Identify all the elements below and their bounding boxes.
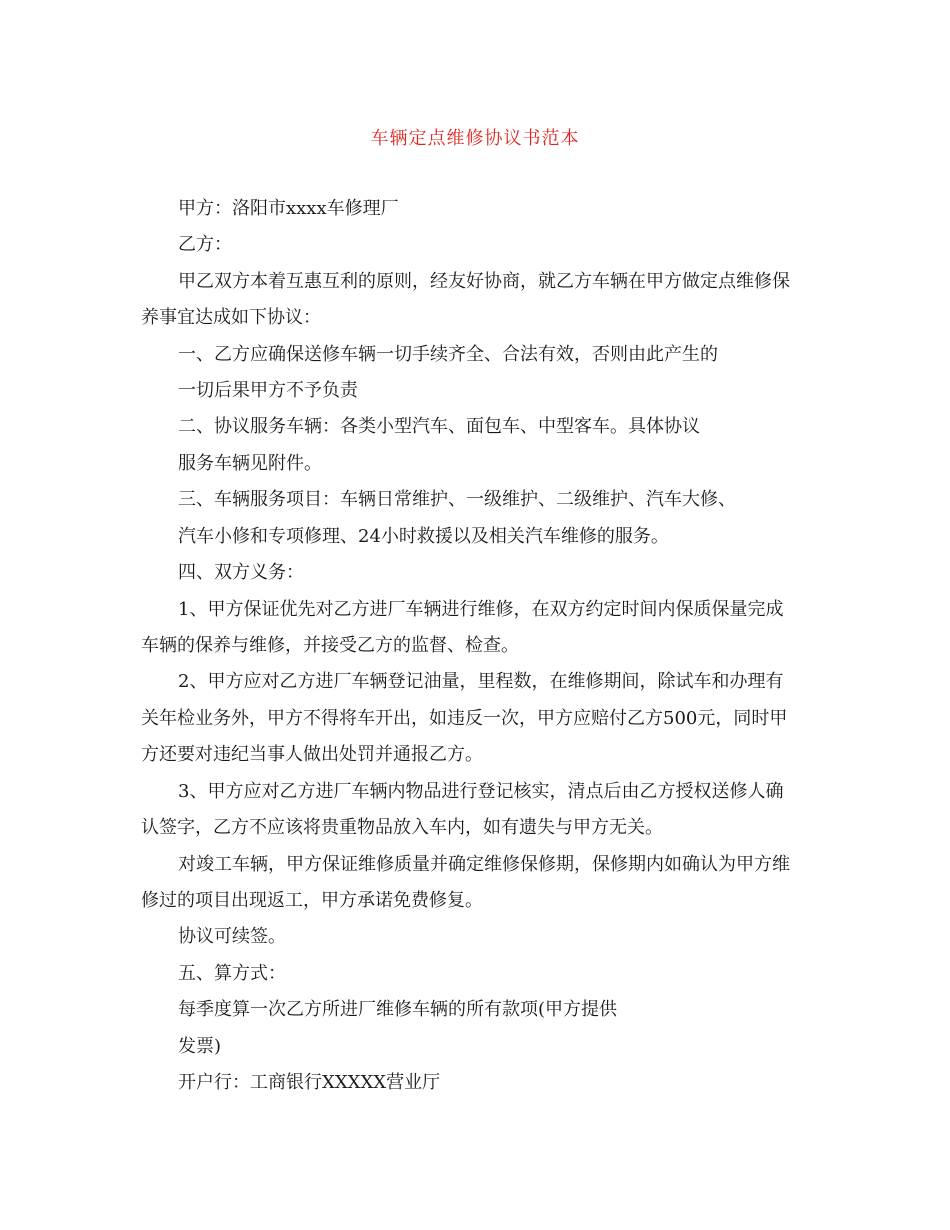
- document-title: 车辆定点维修协议书范本: [370, 128, 580, 149]
- clause-1-line: 一切后果甲方不予负责: [178, 380, 358, 401]
- settlement-line: 每季度算一次乙方所进厂维修车辆的所有款项(甲方提供: [178, 999, 618, 1020]
- clause-5-heading: 五、算方式：: [178, 963, 286, 984]
- clause-2-line: 二、协议服务车辆：各类小型汽车、面包车、中型客车。具体协议: [178, 416, 700, 437]
- clause-2-line: 服务车辆见附件。: [178, 453, 322, 474]
- clause-3-line: 三、车辆服务项目：车辆日常维护、一级维护、二级维护、汽车大修、: [178, 489, 736, 510]
- obligation-2-line: 2、甲方应对乙方进厂车辆登记油量，里程数，在维修期间，除试车和办理有: [178, 671, 784, 692]
- settlement-line: 发票): [178, 1036, 222, 1057]
- party-b-line: 乙方：: [178, 234, 232, 255]
- clause-4-heading: 四、双方义务：: [178, 562, 304, 583]
- clause-1-line: 一、乙方应确保送修车辆一切手续齐全、合法有效，否则由此产生的: [178, 344, 718, 365]
- warranty-line: 修过的项目出现返工，甲方承诺免费修复。: [141, 890, 483, 911]
- obligation-2-line: 关年检业务外，甲方不得将车开出，如违反一次，甲方应赔付乙方500元，同时甲: [141, 708, 788, 729]
- renewal-line: 协议可续签。: [178, 926, 286, 947]
- obligation-3-line: 认签字，乙方不应该将贵重物品放入车内，如有遗失与甲方无关。: [141, 817, 663, 838]
- obligation-3-line: 3、甲方应对乙方进厂车辆内物品进行登记核实，清点后由乙方授权送修人确: [178, 781, 784, 802]
- obligation-1-line: 车辆的保养与维修，并接受乙方的监督、检查。: [141, 635, 519, 656]
- intro-paragraph-line: 甲乙双方本着互惠互利的原则，经友好协商，就乙方车辆在甲方做定点维修保: [178, 271, 790, 292]
- obligation-1-line: 1、甲方保证优先对乙方进厂车辆进行维修，在双方约定时间内保质保量完成: [178, 599, 784, 620]
- bank-line: 开户行：工商银行XXXXX营业厅: [178, 1072, 441, 1093]
- obligation-2-line: 方还要对违纪当事人做出处罚并通报乙方。: [141, 744, 483, 765]
- clause-3-line: 汽车小修和专项修理、24小时救援以及相关汽车维修的服务。: [178, 526, 669, 547]
- warranty-line: 对竣工车辆，甲方保证维修质量并确定维修保修期，保修期内如确认为甲方维: [178, 854, 790, 875]
- intro-paragraph-line: 养事宜达成如下协议：: [141, 307, 321, 328]
- party-a-line: 甲方：洛阳市xxxx车修理厂: [178, 198, 399, 219]
